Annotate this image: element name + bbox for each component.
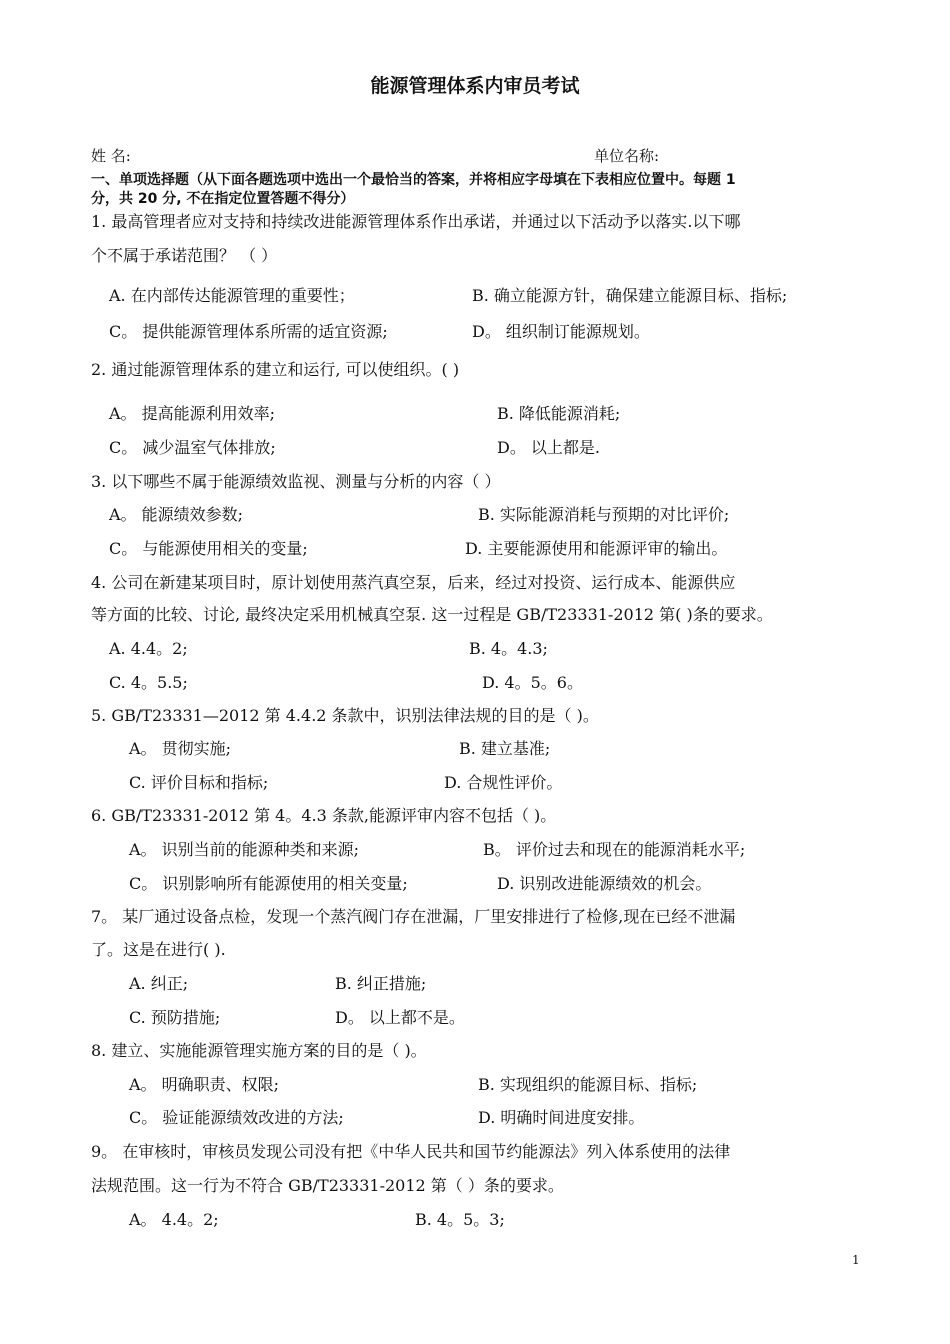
question-9-text-cont: 法规范围。这一行为不符合 GB/T23331-2012 第（ ）条的要求。	[91, 1176, 564, 1195]
q1-option-a: A. 在内部传达能源管理的重要性；	[109, 286, 355, 305]
page-title: 能源管理体系内审员考试	[370, 75, 580, 97]
q8-option-c: C。 验证能源绩效改进的方法;	[129, 1108, 344, 1127]
question-7-text: 7。 某厂通过设备点检，发现一个蒸汽阀门存在泄漏，厂里安排进行了检修,现在已经不泄漏	[91, 907, 736, 926]
q2-option-c: C。 减少温室气体排放;	[109, 438, 276, 457]
question-7-text-cont: 了。这是在进行( ).	[91, 940, 226, 959]
q8-option-b: B. 实现组织的能源目标、指标;	[478, 1075, 698, 1094]
q2-option-d: D。 以上都是.	[497, 438, 601, 457]
q3-option-d: D. 主要能源使用和能源评审的输出。	[465, 539, 728, 558]
question-2-text: 2. 通过能源管理体系的建立和运行, 可以使组织。( )	[91, 360, 460, 379]
q8-option-d: D. 明确时间进度安排。	[478, 1108, 645, 1127]
question-1-text-cont: 个不属于承诺范围？ （ ）	[91, 246, 278, 265]
q6-option-b: B。 评价过去和现在的能源消耗水平;	[483, 840, 746, 859]
q5-option-a: A。 贯彻实施;	[129, 739, 232, 758]
q2-option-a: A。 提高能源利用效率;	[109, 404, 276, 423]
q3-option-b: B. 实际能源消耗与预期的对比评价;	[478, 505, 730, 524]
q5-option-c: C. 评价目标和指标;	[129, 773, 269, 792]
q5-option-d: D. 合规性评价。	[444, 773, 563, 792]
q7-option-c: C. 预防措施;	[129, 1008, 221, 1027]
unit-label: 单位名称:	[594, 147, 660, 165]
q4-option-c: C. 4。5.5;	[109, 673, 188, 692]
section-heading-line1: 一、单项选择题（从下面各题选项中选出一个最恰当的答案，并将相应字母填在下表相应位置中。每题 1	[91, 172, 736, 188]
q4-option-b: B. 4。4.3;	[469, 639, 548, 658]
q5-option-b: B. 建立基准;	[459, 739, 551, 758]
question-9-text: 9。 在审核时，审核员发现公司没有把《中华人民共和国节约能源法》列入体系使用的法律	[91, 1142, 731, 1161]
q6-option-c: C。 识别影响所有能源使用的相关变量;	[129, 874, 408, 893]
name-label: 姓 名:	[91, 147, 131, 165]
q6-option-a: A。 识别当前的能源种类和来源;	[129, 840, 360, 859]
q3-option-c: C。 与能源使用相关的变量;	[109, 539, 308, 558]
q7-option-b: B. 纠正措施;	[335, 974, 427, 993]
question-8-text: 8. 建立、实施能源管理实施方案的目的是（ )。	[91, 1041, 427, 1060]
question-5-text: 5. GB/T23331—2012 第 4.4.2 条款中，识别法律法规的目的是（ )。	[91, 706, 599, 725]
q7-option-a: A. 纠正;	[129, 974, 189, 993]
q3-option-a: A。 能源绩效参数;	[109, 505, 244, 524]
q6-option-d: D. 识别改进能源绩效的机会。	[497, 874, 712, 893]
q9-option-a: A。 4.4。2;	[129, 1210, 219, 1229]
question-4-text: 4. 公司在新建某项目时，原计划使用蒸汽真空泵，后来，经过对投资、运行成本、能源供应	[91, 573, 736, 592]
page-number: 1	[852, 1253, 860, 1267]
q2-option-b: B. 降低能源消耗;	[497, 404, 621, 423]
question-3-text: 3. 以下哪些不属于能源绩效监视、测量与分析的内容（ ）	[91, 472, 501, 491]
question-6-text: 6. GB/T23331-2012 第 4。4.3 条款,能源评审内容不包括（ )。	[91, 806, 557, 825]
section-heading-line2: 分，共 20 分, 不在指定位置答题不得分）	[91, 191, 355, 207]
q1-option-d: D。 组织制订能源规划。	[472, 322, 650, 341]
q8-option-a: A。 明确职责、权限;	[129, 1075, 280, 1094]
q1-option-c: C。 提供能源管理体系所需的适宜资源;	[109, 322, 388, 341]
q4-option-a: A. 4.4。2;	[109, 639, 188, 658]
q9-option-b: B. 4。5。3;	[415, 1210, 505, 1229]
q1-option-b: B. 确立能源方针，确保建立能源目标、指标;	[472, 286, 788, 305]
q4-option-d: D. 4。5。6。	[482, 673, 583, 692]
question-1-text: 1. 最高管理者应对支持和持续改进能源管理体系作出承诺，并通过以下活动予以落实.以下哪	[91, 212, 741, 231]
q7-option-d: D。 以上都不是。	[335, 1008, 465, 1027]
question-4-text-cont: 等方面的比较、讨论, 最终决定采用机械真空泵. 这一过程是 GB/T23331-2012 第( )条的要求。	[91, 605, 773, 624]
